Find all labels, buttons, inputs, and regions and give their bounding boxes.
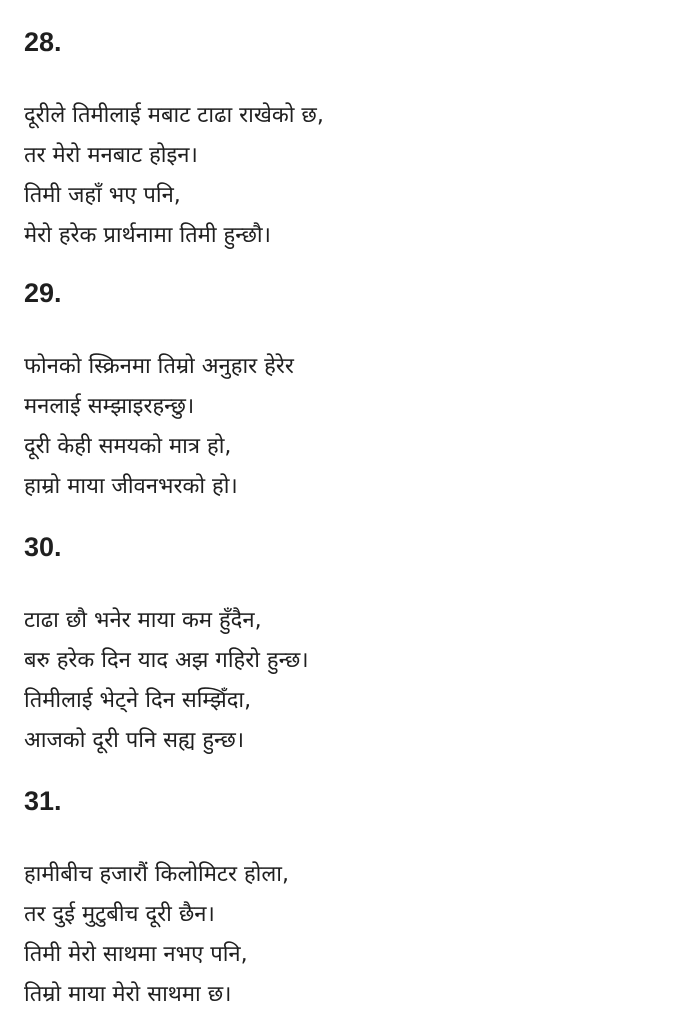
poem-lines	[24, 96, 674, 256]
poem-30	[24, 527, 674, 761]
poem-31	[24, 781, 674, 1015]
poem-line: दूरी केही समयको मात्र हो,	[24, 434, 232, 459]
poem-number: 30.	[24, 532, 62, 562]
poem-line: दूरीले तिमीलाई मबाट टाढा राखेको छ,	[24, 103, 324, 128]
poem-line: तर दुई मुटुबीच दूरी छैन।	[24, 902, 215, 927]
poem-line: मेरो हरेक प्रार्थनामा तिमी हुन्छौ।	[24, 223, 271, 248]
poem-28	[24, 22, 674, 256]
poem-line: तर मेरो मनबाट होइन।	[24, 143, 198, 168]
poem-number: 28.	[24, 27, 62, 57]
poem-lines	[24, 347, 674, 507]
poem-line: तिमी मेरो साथमा नभए पनि,	[24, 942, 248, 967]
poem-line: फोनको स्क्रिनमा तिम्रो अनुहार हेरेर	[24, 354, 294, 379]
poem-line: टाढा छौ भनेर माया कम हुँदैन,	[24, 608, 262, 633]
poem-number: 31.	[24, 786, 62, 816]
poem-line: तिमीलाई भेट्ने दिन सम्झिँदा,	[24, 688, 252, 713]
poem-line: आजको दूरी पनि सह्य हुन्छ।	[24, 728, 245, 753]
poem-line: हामीबीच हजारौं किलोमिटर होला,	[24, 862, 289, 887]
poem-lines	[24, 855, 674, 1015]
poem-line: तिमी जहाँ भए पनि,	[24, 183, 181, 208]
poem-line: बरु हरेक दिन याद अझ गहिरो हुन्छ।	[24, 648, 309, 673]
poem-29	[24, 273, 674, 507]
poem-line: मनलाई सम्झाइरहन्छु।	[24, 394, 195, 419]
poem-lines	[24, 601, 674, 761]
poem-line: हाम्रो माया जीवनभरको हो।	[24, 474, 238, 499]
poem-number: 29.	[24, 278, 62, 308]
poem-line: तिम्रो माया मेरो साथमा छ।	[24, 982, 232, 1007]
